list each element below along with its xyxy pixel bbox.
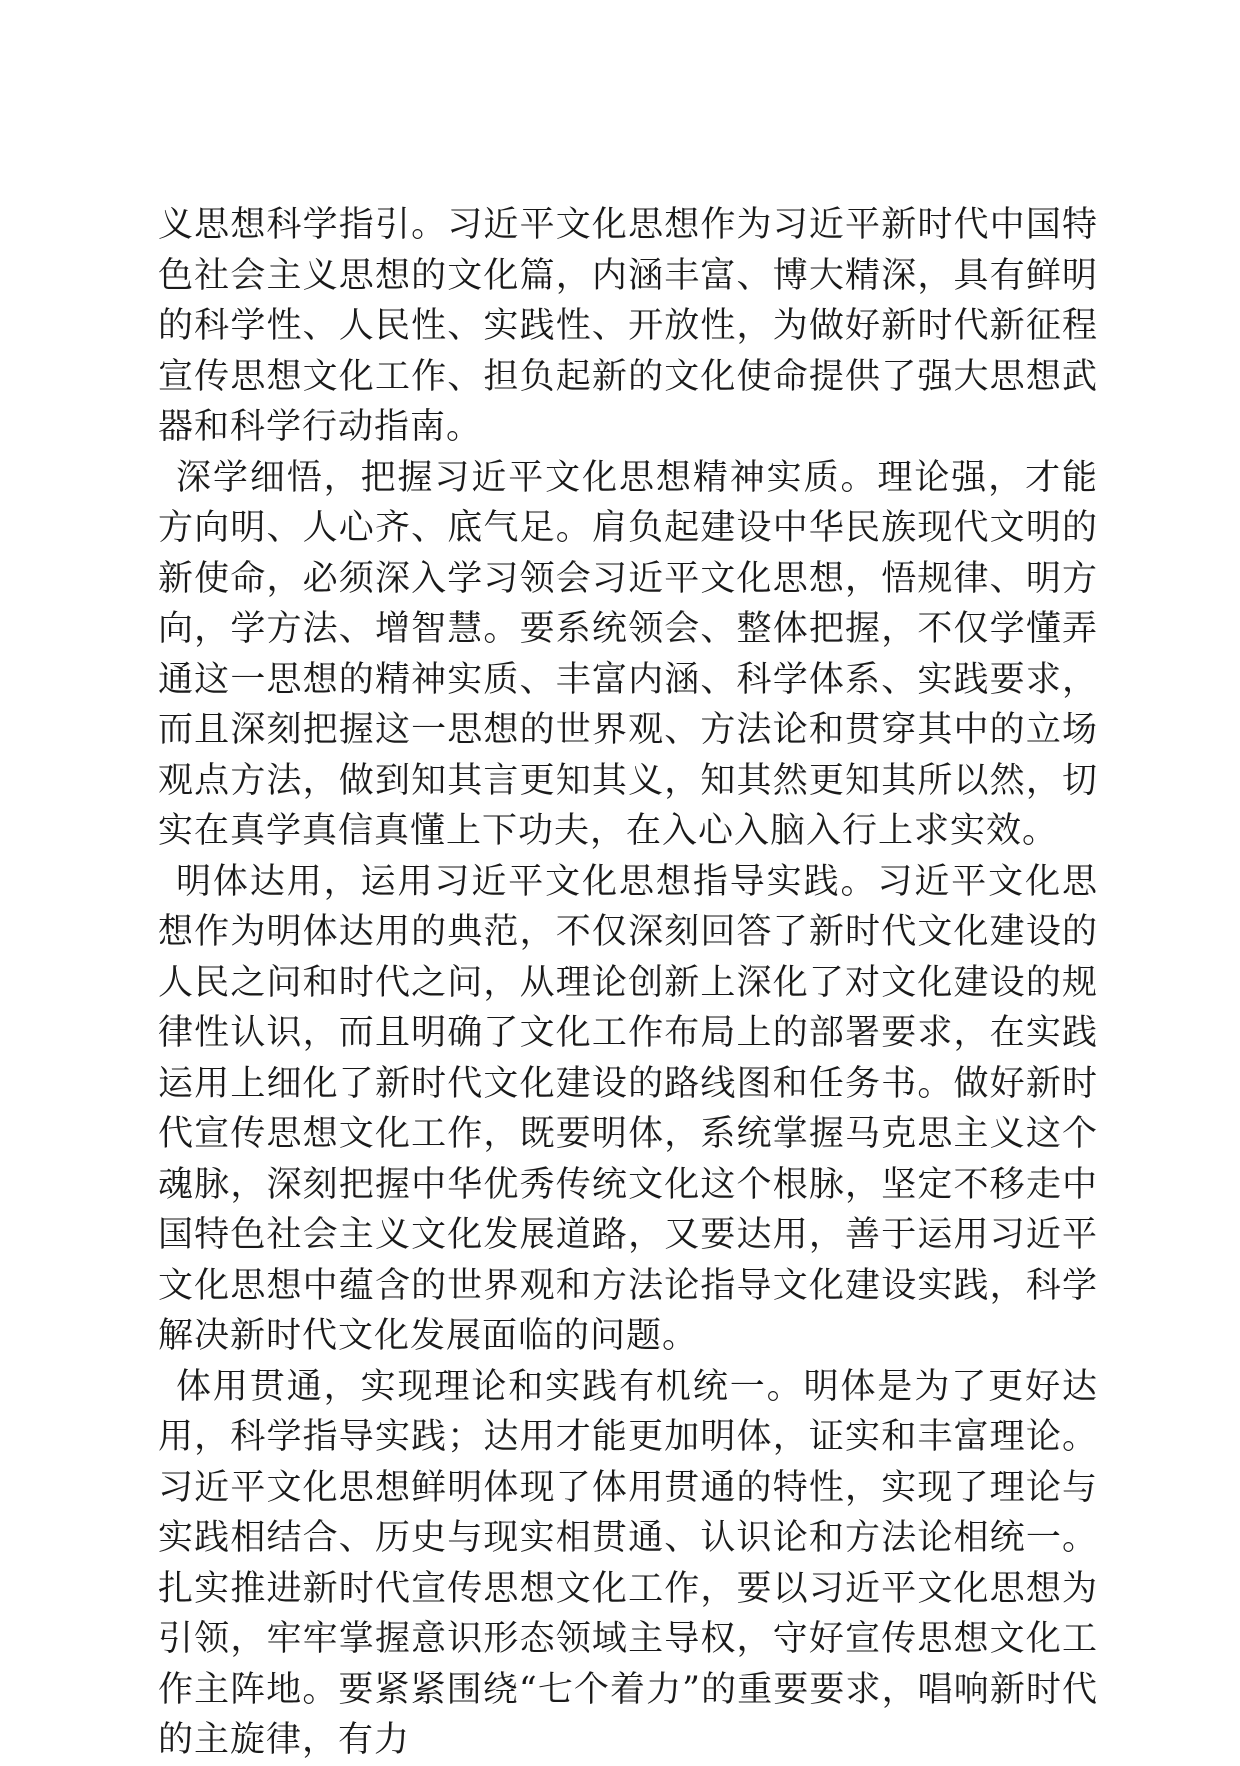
body-text: [158, 200, 1098, 1766]
paragraph-theory-practice-unity: 体用贯通，实现理论和实践有机统一。明体是为了更好达用，科学指导实践；达用才能更加明体，证实和丰富理论。习近平文化思想鲜明体现了体用贯通的特性，实现了理论与实践相结合、历史与现实相贯通、认识论和方法论相统一。扎实推进新时代宣传思想文化工作，要以习近平文化思想为引领，牢牢掌握意识形态领域主导权，守好宣传思想文化工作主阵地。要紧紧围绕“七个着力”的重要要求，唱响新时代的主旋律，有力: [158, 1366, 1098, 1760]
paragraph-deep-study: 深学细悟，把握习近平文化思想精神实质。理论强，才能方向明、人心齐、底气足。肩负起建设中华民族现代文明的新使命，必须深入学习领会习近平文化思想，悟规律、明方向，学方法、增智慧。要系统领会、整体把握，不仅学懂弄通这一思想的精神实质、丰富内涵、科学体系、实践要求，而且深刻把握这一思想的世界观、方法论和贯穿其中的立场观点方法，做到知其言更知其义，知其然更知其所以然，切实在真学真信真懂上下功夫，在入心入脑入行上求实效。: [158, 457, 1098, 851]
paragraph-apply-practice: 明体达用，运用习近平文化思想指导实践。习近平文化思想作为明体达用的典范，不仅深刻回答了新时代文化建设的人民之问和时代之问，从理论创新上深化了对文化建设的规律性认识，而且明确了文化工作布局上的部署要求，在实践运用上细化了新时代文化建设的路线图和任务书。做好新时代宣传思想文化工作，既要明体，系统掌握马克思主义这个魂脉，深刻把握中华优秀传统文化这个根脉，坚定不移走中国特色社会主义文化发展道路，又要达用，善于运用习近平文化思想中蕴含的世界观和方法论指导文化建设实践，科学解决新时代文化发展面临的问题。: [158, 861, 1098, 1356]
paragraph-continuation: 义思想科学指引。习近平文化思想作为习近平新时代中国特色社会主义思想的文化篇，内涵丰富、博大精深，具有鲜明的科学性、人民性、实践性、开放性，为做好新时代新征程宣传思想文化工作、担负起新的文化使命提供了强大思想武器和科学行动指南。: [158, 205, 1098, 447]
